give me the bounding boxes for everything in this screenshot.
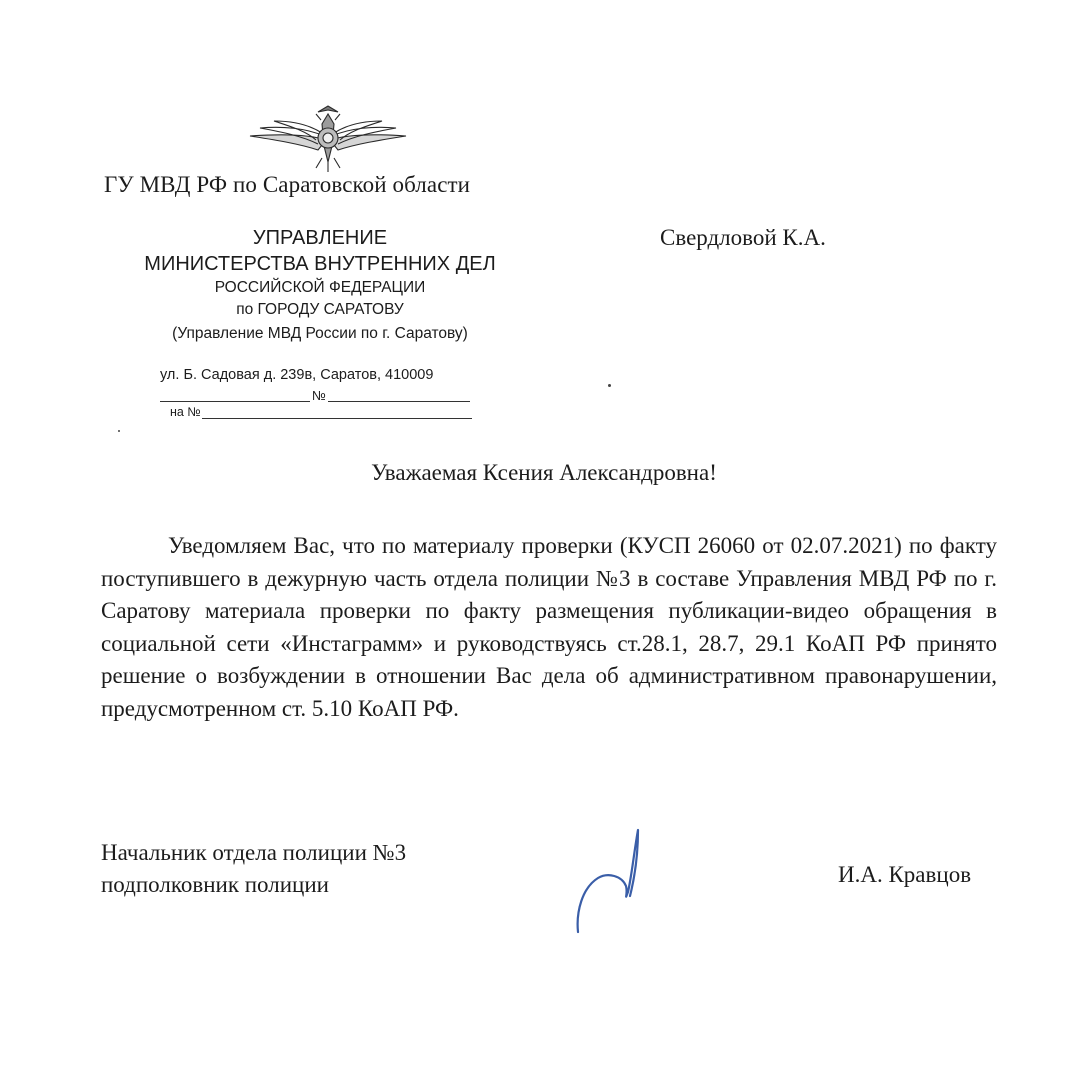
mvd-emblem-icon xyxy=(248,100,408,176)
regional-directorate-name: ГУ МВД РФ по Саратовской области xyxy=(104,172,471,197)
authority-line-1: УПРАВЛЕНИЕ xyxy=(252,227,388,249)
authority-line-4: по ГОРОДУ САРАТОВУ xyxy=(236,301,404,318)
scan-speck xyxy=(608,384,611,387)
authority-address: ул. Б. Садовая д. 239в, Саратов, 410009 xyxy=(160,367,434,383)
signatory-name: И.А. Кравцов xyxy=(838,862,972,887)
salutation xyxy=(0,460,1080,486)
reference-label: на № xyxy=(170,405,201,419)
letter-body: Уведомляем Вас, что по материалу проверки (КУСП 26060 от 02.07.2021) по факту поступившего в дежурную часть отдела полиции №3 в составе Управления МВД РФ по г. Саратову материала проверки по факту размещения публикации-видео обращения в социальной сети «Инстаграмм» и руководствуясь ст.28.1, 28.7, 29.1 КоАП РФ принято решение о возбуждении в отношении Вас дела об административном правонарушении, предусмотренном ст. 5.10 КоАП РФ. xyxy=(101,533,997,721)
authority-line-5: (Управление МВД России по г. Саратову) xyxy=(172,325,468,342)
recipient-name: Свердловой К.А. xyxy=(660,225,826,250)
number-blank-line xyxy=(328,401,470,402)
signatory-position xyxy=(101,837,406,901)
signatory-position-line-2: подполковник полиции xyxy=(101,872,329,897)
date-blank-line xyxy=(160,401,310,402)
authority-line-2: МИНИСТЕРСТВА ВНУТРЕННИХ ДЕЛ xyxy=(144,253,496,275)
signatory-position-line-1: Начальник отдела полиции №3 xyxy=(101,840,407,865)
issuing-authority-block xyxy=(110,225,530,346)
authority-line-3: РОССИЙСКОЙ ФЕДЕРАЦИИ xyxy=(214,279,426,296)
number-sign-label: № xyxy=(312,388,326,403)
reference-blank-line xyxy=(202,418,472,419)
salutation-text: Уважаемая Ксения Александровна! xyxy=(371,460,717,485)
handwritten-signature xyxy=(568,822,658,940)
scan-speck xyxy=(118,430,120,432)
reference-number-field xyxy=(170,405,480,425)
